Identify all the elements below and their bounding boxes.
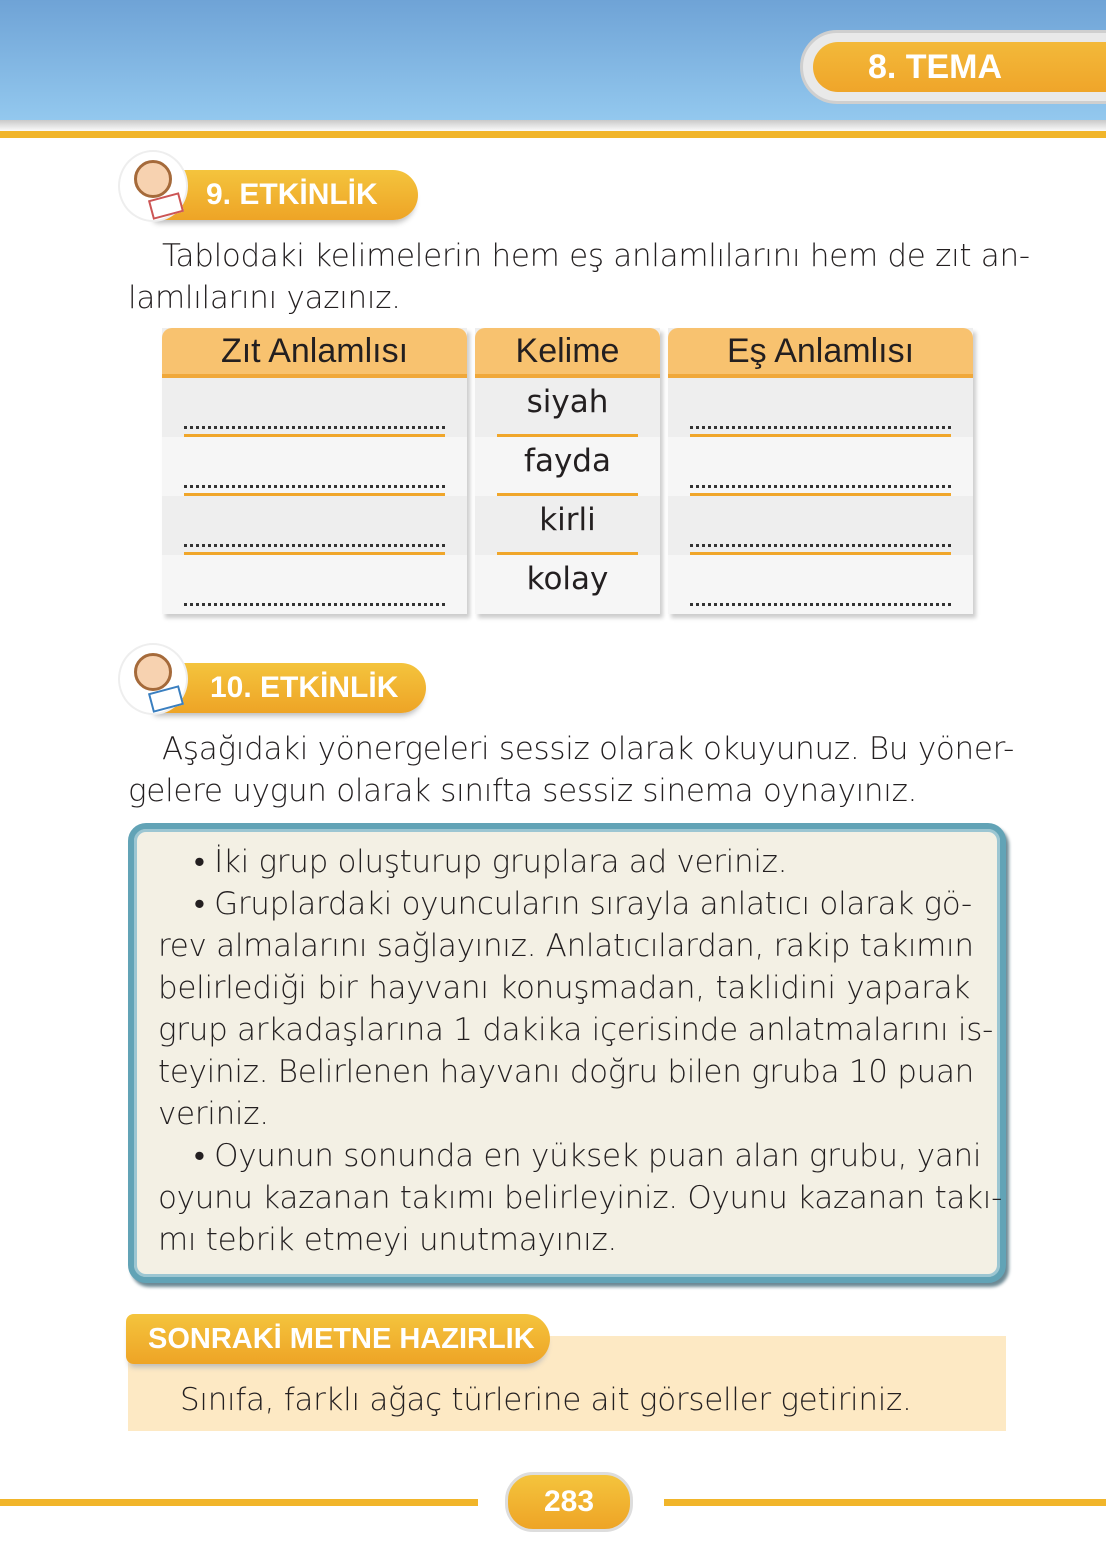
- synonym-blank[interactable]: [668, 496, 973, 555]
- word-cell: kolay: [475, 555, 660, 614]
- column-word: [475, 328, 660, 614]
- footer-line-right: [664, 1499, 1106, 1506]
- antonym-blank[interactable]: [162, 378, 467, 437]
- synonym-blank[interactable]: [668, 555, 973, 614]
- column-synonym: [668, 328, 973, 614]
- activity-9-title: 9. ETKİNLİK: [150, 170, 418, 220]
- next-text-title: SONRAKİ METNE HAZIRLIK: [126, 1314, 550, 1364]
- antonym-blank[interactable]: [162, 555, 467, 614]
- next-text-instruction: Sınıfa, farklı ağaç türlerine ait görseller getiriniz.: [180, 1382, 912, 1418]
- girl-writing-icon: [118, 150, 188, 222]
- antonym-blank[interactable]: [162, 437, 467, 496]
- header-word: Kelime: [475, 328, 660, 378]
- antonym-blank[interactable]: [162, 496, 467, 555]
- instructions-text: • İki grup oluşturup gruplara ad veriniz. • Gruplardaki oyuncuların sırayla anlatıcı olarak gö- rev almalarını sağlayınız. Anlatıcılardan, rakip takımın belirlediği bir hayvanı konuşmadan, taklidini yaparak grup arkadaşlarına 1 dakika içerisinde anlatmalarını is- teyiniz. Belirlenen hayvanı doğru bilen gruba 10 puan veriniz. • Oyunun sonunda en yüksek puan alan grubu, yani oyunu kazanan takımı belirleyiniz. Oyunu kazanan takı- mı tebrik etmeyi unutmayınız.: [158, 844, 1002, 1258]
- synonym-blank[interactable]: [668, 437, 973, 496]
- theme-label: 8. TEMA: [813, 42, 1106, 92]
- header-antonym: Zıt Anlamlısı: [162, 328, 467, 378]
- word-cell: siyah: [475, 378, 660, 437]
- page-number: 283: [505, 1472, 633, 1532]
- activity-9-instruction: Tablodaki kelimelerin hem eş anlamlılarını hem de zıt an- lamlılarını yazınız.: [128, 238, 1030, 316]
- column-antonym: [162, 328, 467, 614]
- header-synonym: Eş Anlamlısı: [668, 328, 973, 378]
- word-cell: fayda: [475, 437, 660, 496]
- theme-badge: [800, 30, 1106, 104]
- header-accent-line: [0, 131, 1106, 138]
- girl-reading-icon: [118, 643, 188, 715]
- synonym-blank[interactable]: [668, 378, 973, 437]
- footer-line-left: [0, 1499, 478, 1506]
- activity-10-title: 10. ETKİNLİK: [150, 663, 426, 713]
- activity-10-instruction: Aşağıdaki yönergeleri sessiz olarak okuyunuz. Bu yöner- gelere uygun olarak sınıfta sessiz sinema oynayınız.: [128, 731, 1015, 809]
- word-cell: kirli: [475, 496, 660, 555]
